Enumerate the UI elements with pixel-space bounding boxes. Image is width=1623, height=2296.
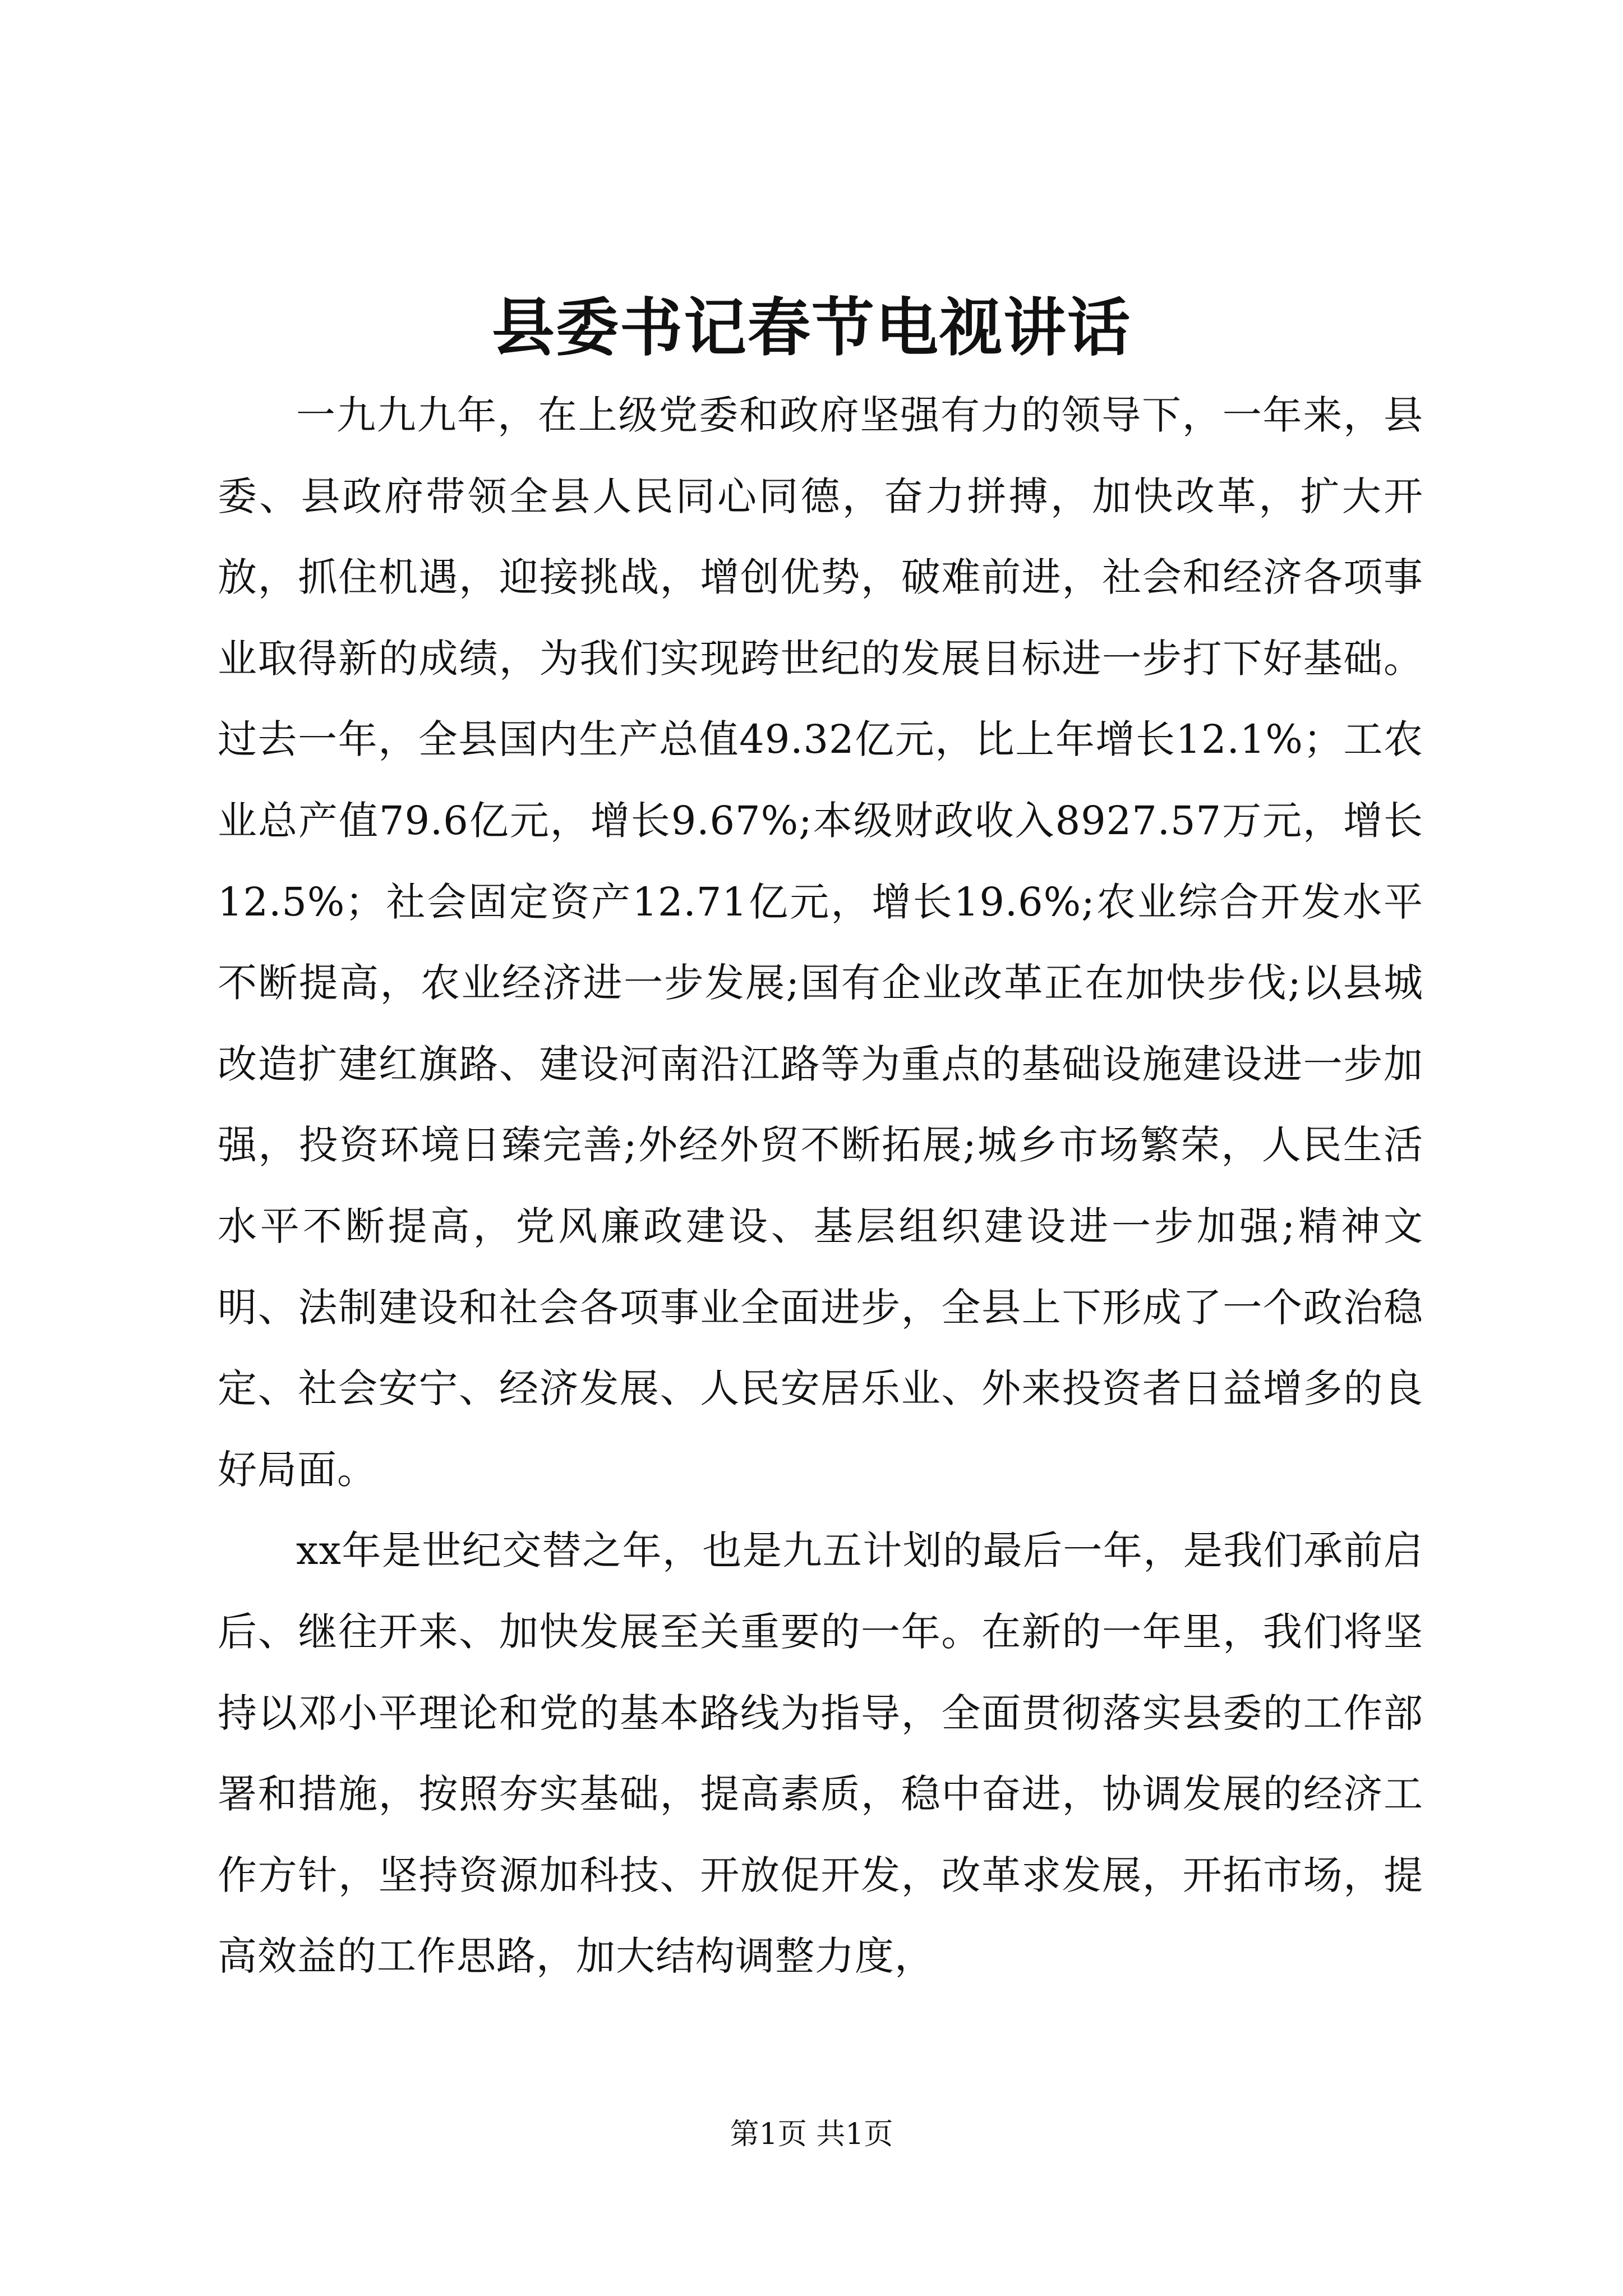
page-footer: 第1页 共1页 — [730, 2118, 893, 2151]
paragraph-2: xx年是世纪交替之年，也是九五计划的最后一年，是我们承前启后、继往开来、加快发展至关重要的一年。在新的一年里，我们将坚持以邓小平理论和党的基本路线为指导，全面贯彻落实县委的工作部署和措施，按照夯实基础，提高素质，稳中奋进，协调发展的经济工作方针，坚持资源加科技、开放促开发，改革求发展，开拓市场，提高效益的工作思路，加大结构调整力度， — [218, 1527, 1423, 1980]
paragraph-1: 一九九九年，在上级党委和政府坚强有力的领导下，一年来，县委、县政府带领全县人民同心同德，奋力拼搏，加快改革，扩大开放，抓住机遇，迎接挑战，增创优势，破难前进，社会和经济各项事业取得新的成绩，为我们实现跨世纪的发展目标进一步打下好基础。过去一年，全县国内生产总值49.32亿元，比上年增长12.1%；工农业总产值79.6亿元，增长9.67%;本级财政收入8927.57万元，增长12.5%；社会固定资产12.71亿元，增长19.6%;农业综合开发水平不断提高，农业经济进一步发展;国有企业改革正在加快步伐;以县城改造扩建红旗路、建设河南沿江路等为重点的基础设施建设进一步加强，投资环境日臻完善;外经外贸不断拓展;城乡市场繁荣，人民生活水平不断提高，党风廉政建设、基层组织建设进一步加强;精神文明、法制建设和社会各项事业全面进步，全县上下形成了一个政治稳定、社会安宁、经济发展、人民安居乐业、外来投资者日益增多的良好局面。 — [218, 392, 1423, 1493]
document-title: 县委书记春节电视讲话 — [492, 291, 1131, 365]
document-body — [218, 375, 1423, 1997]
